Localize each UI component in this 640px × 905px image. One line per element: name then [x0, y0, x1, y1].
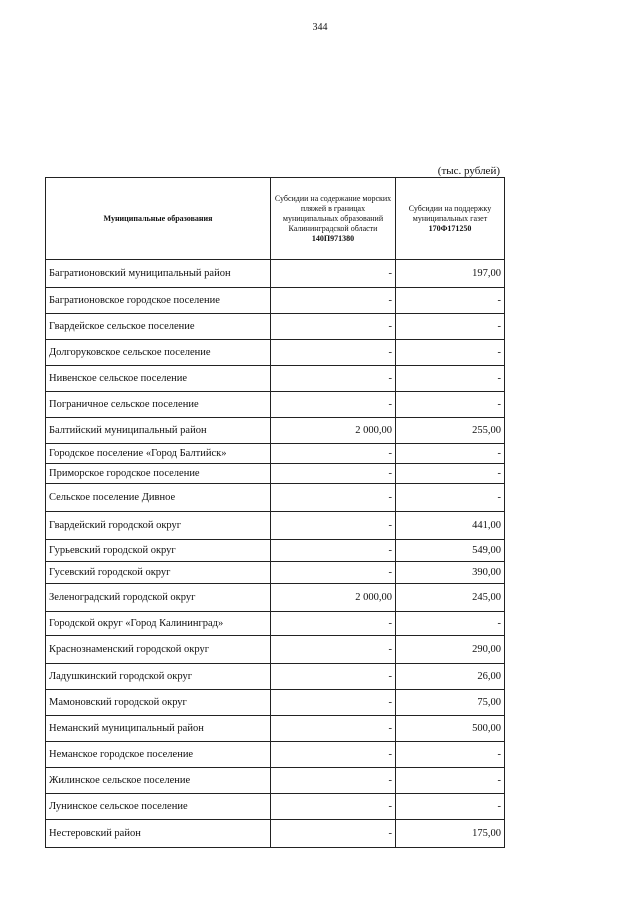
newspaper-subsidy-cell: -	[396, 768, 505, 794]
table-row	[46, 820, 505, 848]
municipality-cell: Долгоруковское сельское поселение	[46, 340, 271, 366]
table-row	[46, 288, 505, 314]
municipality-cell: Зеленоградский городской округ	[46, 584, 271, 612]
municipality-cell: Неманский муниципальный район	[46, 716, 271, 742]
beach-subsidy-cell: -	[271, 562, 396, 584]
table-row	[46, 716, 505, 742]
newspaper-subsidy-cell: 175,00	[396, 820, 505, 848]
beach-subsidy-cell: 2 000,00	[271, 584, 396, 612]
municipality-cell: Нестеровский район	[46, 820, 271, 848]
newspaper-subsidy-cell: 290,00	[396, 636, 505, 664]
newspaper-subsidy-cell: 390,00	[396, 562, 505, 584]
municipality-cell: Неманское городское поселение	[46, 742, 271, 768]
municipality-cell: Ладушкинский городской округ	[46, 664, 271, 690]
beach-subsidy-cell: -	[271, 512, 396, 540]
newspaper-subsidy-cell: 75,00	[396, 690, 505, 716]
beach-subsidy-cell: -	[271, 636, 396, 664]
table-row	[46, 340, 505, 366]
table-row	[46, 512, 505, 540]
municipality-cell: Краснознаменский городской округ	[46, 636, 271, 664]
newspaper-subsidy-cell: 245,00	[396, 584, 505, 612]
table-row	[46, 366, 505, 392]
table-row	[46, 794, 505, 820]
table-body	[46, 260, 505, 848]
beach-subsidy-cell: -	[271, 484, 396, 512]
header-row	[46, 178, 505, 260]
municipality-cell: Сельское поселение Дивное	[46, 484, 271, 512]
table-row	[46, 260, 505, 288]
municipality-cell: Нивенское сельское поселение	[46, 366, 271, 392]
municipality-cell: Мамоновский городской округ	[46, 690, 271, 716]
table-row	[46, 664, 505, 690]
newspaper-subsidy-cell: -	[396, 366, 505, 392]
table-row	[46, 612, 505, 636]
newspaper-subsidy-cell: -	[396, 340, 505, 366]
beach-subsidy-cell: -	[271, 340, 396, 366]
header-newspaper-subsidies-code: 170Ф171250	[428, 223, 472, 233]
table-row	[46, 418, 505, 444]
newspaper-subsidy-cell: -	[396, 444, 505, 464]
newspaper-subsidy-cell: 26,00	[396, 664, 505, 690]
units-label: (тыс. рублей)	[437, 165, 500, 177]
table-row	[46, 392, 505, 418]
newspaper-subsidy-cell: -	[396, 288, 505, 314]
newspaper-subsidy-cell: -	[396, 742, 505, 768]
beach-subsidy-cell: -	[271, 742, 396, 768]
municipality-cell: Лунинское сельское поселение	[46, 794, 271, 820]
municipality-cell: Багратионовский муниципальный район	[46, 260, 271, 288]
header-newspaper-subsidies	[396, 178, 505, 260]
municipality-cell: Жилинское сельское поселение	[46, 768, 271, 794]
table-row	[46, 584, 505, 612]
municipality-cell: Балтийский муниципальный район	[46, 418, 271, 444]
newspaper-subsidy-cell: -	[396, 612, 505, 636]
municipality-cell: Городской округ «Город Калининград»	[46, 612, 271, 636]
newspaper-subsidy-cell: -	[396, 484, 505, 512]
table-row	[46, 464, 505, 484]
table-header	[46, 178, 505, 260]
newspaper-subsidy-cell: 255,00	[396, 418, 505, 444]
beach-subsidy-cell: -	[271, 664, 396, 690]
beach-subsidy-cell: 2 000,00	[271, 418, 396, 444]
header-beach-subsidies	[271, 178, 396, 260]
beach-subsidy-cell: -	[271, 314, 396, 340]
municipality-cell: Гусевский городской округ	[46, 562, 271, 584]
header-newspaper-subsidies-text: Субсидии на поддержку муниципальных газет	[408, 203, 492, 223]
page-number: 344	[312, 22, 328, 33]
table-row	[46, 540, 505, 562]
newspaper-subsidy-cell: 549,00	[396, 540, 505, 562]
table-row	[46, 314, 505, 340]
header-municipalities: Муниципальные образования	[46, 178, 271, 260]
table-row	[46, 562, 505, 584]
municipality-cell: Гвардейский городской округ	[46, 512, 271, 540]
newspaper-subsidy-cell: -	[396, 794, 505, 820]
table-row	[46, 768, 505, 794]
header-beach-subsidies-code: 140П971380	[311, 233, 355, 243]
header-beach-subsidies-text: Субсидии на содержание морских пляжей в границах муниципальных образований Калининградской области	[274, 193, 392, 233]
municipality-cell: Багратионовское городское поселение	[46, 288, 271, 314]
municipality-cell: Городское поселение «Город Балтийск»	[46, 444, 271, 464]
beach-subsidy-cell: -	[271, 366, 396, 392]
beach-subsidy-cell: -	[271, 444, 396, 464]
municipality-cell: Гурьевский городской округ	[46, 540, 271, 562]
newspaper-subsidy-cell: 441,00	[396, 512, 505, 540]
municipality-cell: Приморское городское поселение	[46, 464, 271, 484]
beach-subsidy-cell: -	[271, 260, 396, 288]
beach-subsidy-cell: -	[271, 794, 396, 820]
table-row	[46, 742, 505, 768]
table-row	[46, 444, 505, 464]
newspaper-subsidy-cell: -	[396, 314, 505, 340]
beach-subsidy-cell: -	[271, 716, 396, 742]
beach-subsidy-cell: -	[271, 768, 396, 794]
beach-subsidy-cell: -	[271, 612, 396, 636]
newspaper-subsidy-cell: 500,00	[396, 716, 505, 742]
subsidies-table	[45, 177, 505, 848]
municipality-cell: Гвардейское сельское поселение	[46, 314, 271, 340]
beach-subsidy-cell: -	[271, 540, 396, 562]
beach-subsidy-cell: -	[271, 820, 396, 848]
beach-subsidy-cell: -	[271, 690, 396, 716]
table-row	[46, 636, 505, 664]
municipality-cell: Пограничное сельское поселение	[46, 392, 271, 418]
table-row	[46, 484, 505, 512]
newspaper-subsidy-cell: 197,00	[396, 260, 505, 288]
table-row	[46, 690, 505, 716]
beach-subsidy-cell: -	[271, 288, 396, 314]
beach-subsidy-cell: -	[271, 464, 396, 484]
beach-subsidy-cell: -	[271, 392, 396, 418]
newspaper-subsidy-cell: -	[396, 392, 505, 418]
newspaper-subsidy-cell: -	[396, 464, 505, 484]
